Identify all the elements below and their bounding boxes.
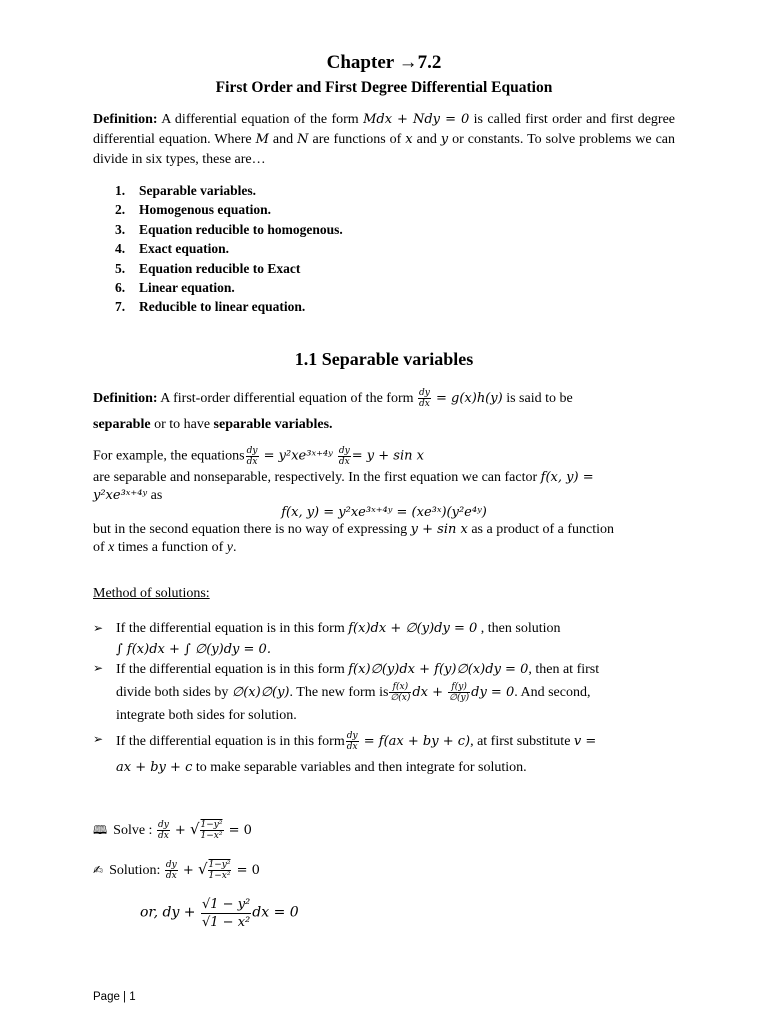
- arrow-bullet-icon: ➢: [93, 732, 104, 746]
- example-line-5: of x times a function of y.: [93, 540, 237, 555]
- list-item: 3. Equation reducible to homogenous.: [115, 221, 343, 237]
- arrow-bullet-icon: ➢: [93, 621, 104, 635]
- chapter-title: First Order and First Degree Differential Equation: [215, 79, 553, 96]
- solution-line: ✍ Solution: $\frac{dy}{dx}$ + √ $\frac{\text{1−y²}}{\text{1−x²}}$ = 0: [93, 860, 260, 882]
- separable-definition: Definition: A first-order differential equation of the form $\frac{dy}{dx}$ = g(x)h(y) is said to be separable or to have separable variables.: [93, 388, 573, 432]
- chapter-heading: Chapter →7.2: [326, 52, 442, 73]
- section-heading: 1.1 Separable variables: [294, 349, 474, 369]
- book-icon: 🕮: [93, 823, 108, 837]
- method-bullet-3: ➢ If the differential equation is in this form $\frac{dy}{dx}$ = f(ax + by + c), at first substitute v = ax + by + c to make separable variables and then integrate for solution.: [93, 729, 675, 779]
- example-line: For example, the equations $\frac{dy}{dx}$ = y²xe³ˣ⁺⁴ʸ $\frac{dy}{dx}$ = y + sin x: [93, 446, 424, 467]
- list-item: 4. Exact equation.: [115, 241, 230, 257]
- list-item: 6. Linear equation.: [115, 279, 235, 295]
- list-item: 7. Reducible to linear equation.: [115, 299, 306, 315]
- list-item: 2. Homogenous equation.: [115, 202, 272, 218]
- method-bullet-1: ➢ If the differential equation is in this form f(x)dx + ∅(y)dy = 0 , then solution ∫ f(x)dx + ∫ ∅(y)dy = 0.: [93, 618, 675, 662]
- solve-line: 🕮 Solve : $\frac{dy}{dx}$ + √ $\frac{\text{1−y²}}{\text{1−x²}}$ = 0: [93, 820, 252, 842]
- example-line-2: are separable and nonseparable, respectively. In the first equation we can factor f(x, y) =: [93, 470, 594, 485]
- list-item: 5. Equation reducible to Exact: [115, 260, 301, 276]
- method-bullet-2: ➢ If the differential equation is in this form f(x)∅(y)dx + f(y)∅(x)dy = 0, then at first divide both sides by ∅(x)∅(y). The new form is $\frac{f(x)}{\emptyset(x)}$ dx + $\frac{f(y)}{\emptyset(y)}$ dy = 0. And second, integrate both sides for solution.: [93, 658, 675, 728]
- method-heading: Method of solutions:: [93, 586, 210, 601]
- factored-equation: f(x, y) = y²xe³ˣ⁺⁴ʸ = (xe³ˣ)(y²e⁴ʸ): [281, 505, 487, 520]
- definition-paragraph: Definition: A differential equation of the form Mdx + Ndy = 0 is called first order and first degree differential equation. Where M and N are functions of x and y or constants. To solve problems we can divide in six types, these are…: [93, 112, 675, 167]
- types-list: [115, 181, 343, 317]
- or-equation: or, dy + $\frac{\text{√1 − y²}}{\text{√1 − x²}}$ dx = 0: [140, 897, 299, 930]
- example-line-3: y²xe³ˣ⁺⁴ʸ as: [93, 488, 163, 503]
- example-line-4: but in the second equation there is no way of expressing y + sin x as a product of a function: [93, 522, 615, 537]
- list-item: 1. Separable variables.: [115, 183, 256, 198]
- dy-dx-fraction: $\frac{dy}{dx}$: [419, 388, 430, 410]
- page-number: Page | 1: [93, 991, 136, 1003]
- arrow-bullet-icon: ➢: [93, 661, 104, 675]
- writing-hand-icon: ✍: [93, 863, 104, 877]
